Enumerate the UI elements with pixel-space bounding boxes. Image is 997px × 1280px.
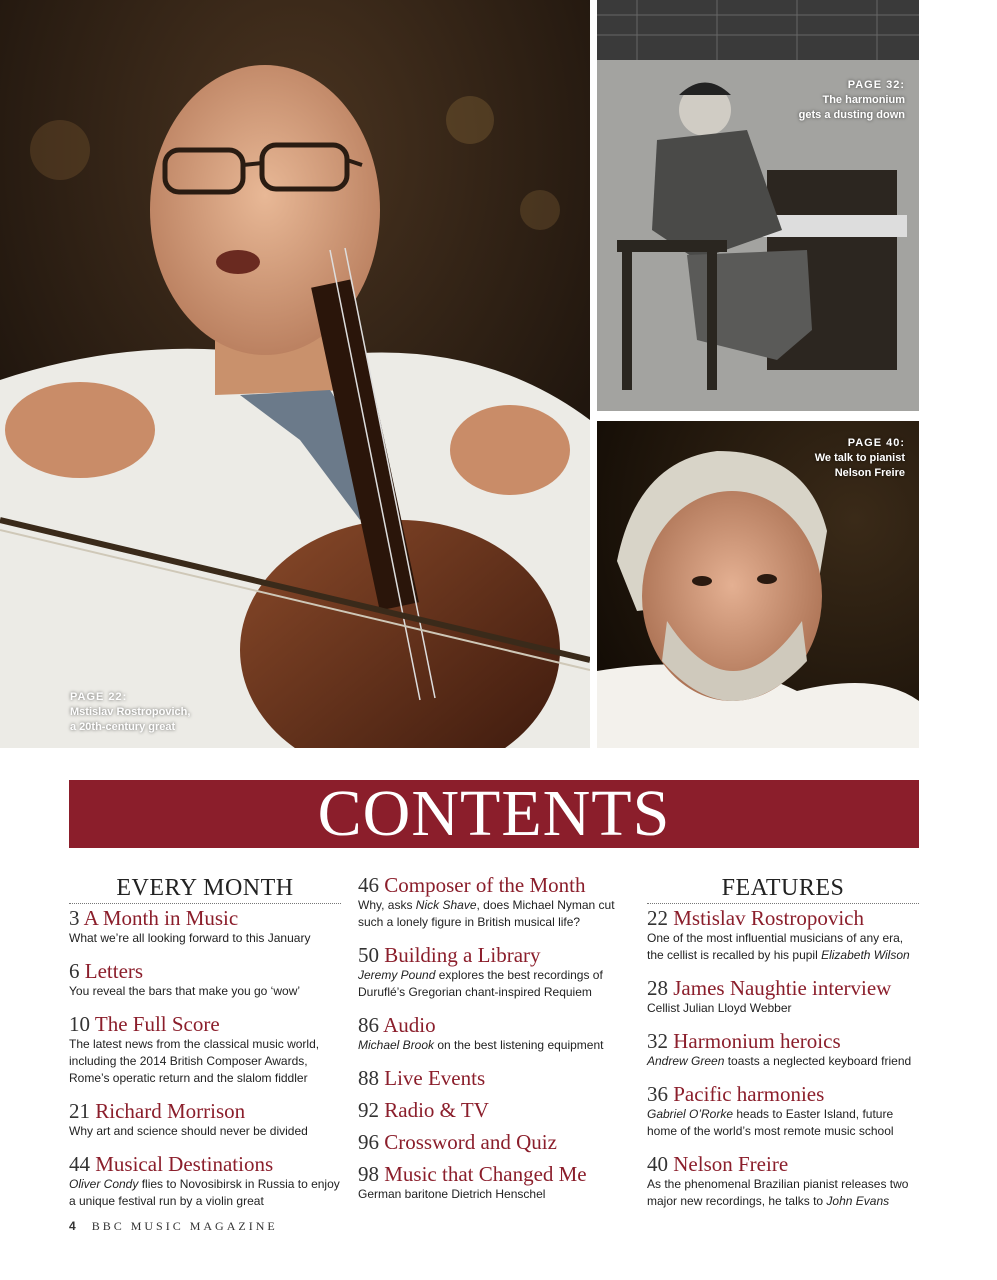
- caption-page-22: PAGE 22: Mstislav Rostropovich, a 20th-century great: [70, 691, 191, 733]
- toc-desc: The latest news from the classical music world, including the 2014 British Composer Awards, Rome’s operatic return and the slalom fiddler: [69, 1037, 320, 1085]
- toc-item[interactable]: [647, 1152, 919, 1210]
- caption-page-32: PAGE 32: The harmonium gets a dusting down: [798, 79, 905, 121]
- toc-item[interactable]: [69, 906, 341, 947]
- page-number: 4: [69, 1219, 76, 1233]
- toc-desc: German baritone Dietrich Henschel: [358, 1187, 546, 1201]
- toc-title[interactable]: 44 Musical Destinations: [69, 1152, 274, 1176]
- toc-title[interactable]: 36 Pacific harmonies: [647, 1082, 825, 1106]
- toc-desc: Why, asks Nick Shave, does Michael Nyman cut such a lonely figure in British musical life?: [358, 898, 615, 929]
- toc-desc: Jeremy Pound explores the best recordings of Duruflé’s Gregorian chant-inspired Requiem: [358, 968, 603, 999]
- toc-item[interactable]: [358, 873, 630, 931]
- toc-desc: You reveal the bars that make you go ‘wow’: [69, 984, 301, 998]
- toc-item[interactable]: [358, 943, 630, 1001]
- toc-item[interactable]: [358, 1066, 630, 1090]
- toc-desc: What we’re all looking forward to this January: [69, 931, 311, 945]
- toc-title[interactable]: 6 Letters: [69, 959, 144, 983]
- toc-item[interactable]: [69, 1152, 341, 1210]
- contents-title: CONTENTS: [317, 777, 671, 850]
- toc-desc: Cellist Julian Lloyd Webber: [647, 1001, 792, 1015]
- toc-title[interactable]: 92 Radio & TV: [358, 1098, 489, 1122]
- toc-desc: Michael Brook on the best listening equipment: [358, 1038, 604, 1052]
- contents-banner: [69, 777, 919, 850]
- toc-item[interactable]: [358, 1130, 630, 1154]
- toc-item[interactable]: [647, 1082, 919, 1140]
- toc-item[interactable]: [358, 1013, 630, 1054]
- magazine-name: BBC MUSIC MAGAZINE: [91, 1219, 278, 1233]
- toc-title[interactable]: 96 Crossword and Quiz: [358, 1130, 557, 1154]
- photo-rostropovich: [0, 0, 590, 748]
- toc-title[interactable]: 21 Richard Morrison: [69, 1099, 246, 1123]
- toc-title[interactable]: 46 Composer of the Month: [358, 873, 586, 897]
- toc-desc: As the phenomenal Brazilian pianist releases two major new recordings, he talks to John Evans: [647, 1177, 909, 1208]
- toc-title[interactable]: 98 Music that Changed Me: [358, 1162, 587, 1186]
- toc-desc: Gabriel O’Rorke heads to Easter Island, future home of the world’s most remote music school: [647, 1107, 894, 1138]
- section-heading-features: FEATURES: [647, 873, 919, 904]
- toc-item[interactable]: [358, 1098, 630, 1122]
- photo-harmonium: [597, 0, 919, 411]
- toc-title[interactable]: 10 The Full Score: [69, 1012, 220, 1036]
- toc-item[interactable]: [647, 976, 919, 1017]
- toc-desc: Oliver Condy flies to Novosibirsk in Russia to enjoy a unique festival run by a violin great: [69, 1177, 340, 1208]
- toc-title[interactable]: 40 Nelson Freire: [647, 1152, 789, 1176]
- toc-title[interactable]: 88 Live Events: [358, 1066, 486, 1090]
- column-features: [647, 873, 919, 1222]
- toc-title[interactable]: 3 A Month in Music: [69, 906, 239, 930]
- caption-page-40: PAGE 40: We talk to pianist Nelson Freire: [814, 437, 905, 479]
- column-every-month: [69, 873, 341, 1222]
- toc-title[interactable]: 22 Mstislav Rostropovich: [647, 906, 865, 930]
- toc-desc: One of the most influential musicians of any era, the cellist is recalled by his pupil Elizabeth Wilson: [647, 931, 910, 962]
- toc-title[interactable]: 28 James Naughtie interview: [647, 976, 892, 1000]
- toc-item[interactable]: [69, 1012, 341, 1087]
- toc-item[interactable]: [69, 959, 341, 1000]
- toc-title[interactable]: 50 Building a Library: [358, 943, 541, 967]
- toc-desc: Why art and science should never be divided: [69, 1124, 308, 1138]
- toc-desc: Andrew Green toasts a neglected keyboard friend: [647, 1054, 912, 1068]
- toc-item[interactable]: [647, 906, 919, 964]
- column-middle: [358, 873, 630, 1215]
- section-heading-every-month: EVERY MONTH: [69, 873, 341, 904]
- toc-item[interactable]: [69, 1099, 341, 1140]
- toc-title[interactable]: 32 Harmonium heroics: [647, 1029, 841, 1053]
- toc-item[interactable]: [647, 1029, 919, 1070]
- toc-title[interactable]: 86 Audio: [358, 1013, 436, 1037]
- page-folio: [69, 1219, 278, 1234]
- toc-item[interactable]: [358, 1162, 630, 1203]
